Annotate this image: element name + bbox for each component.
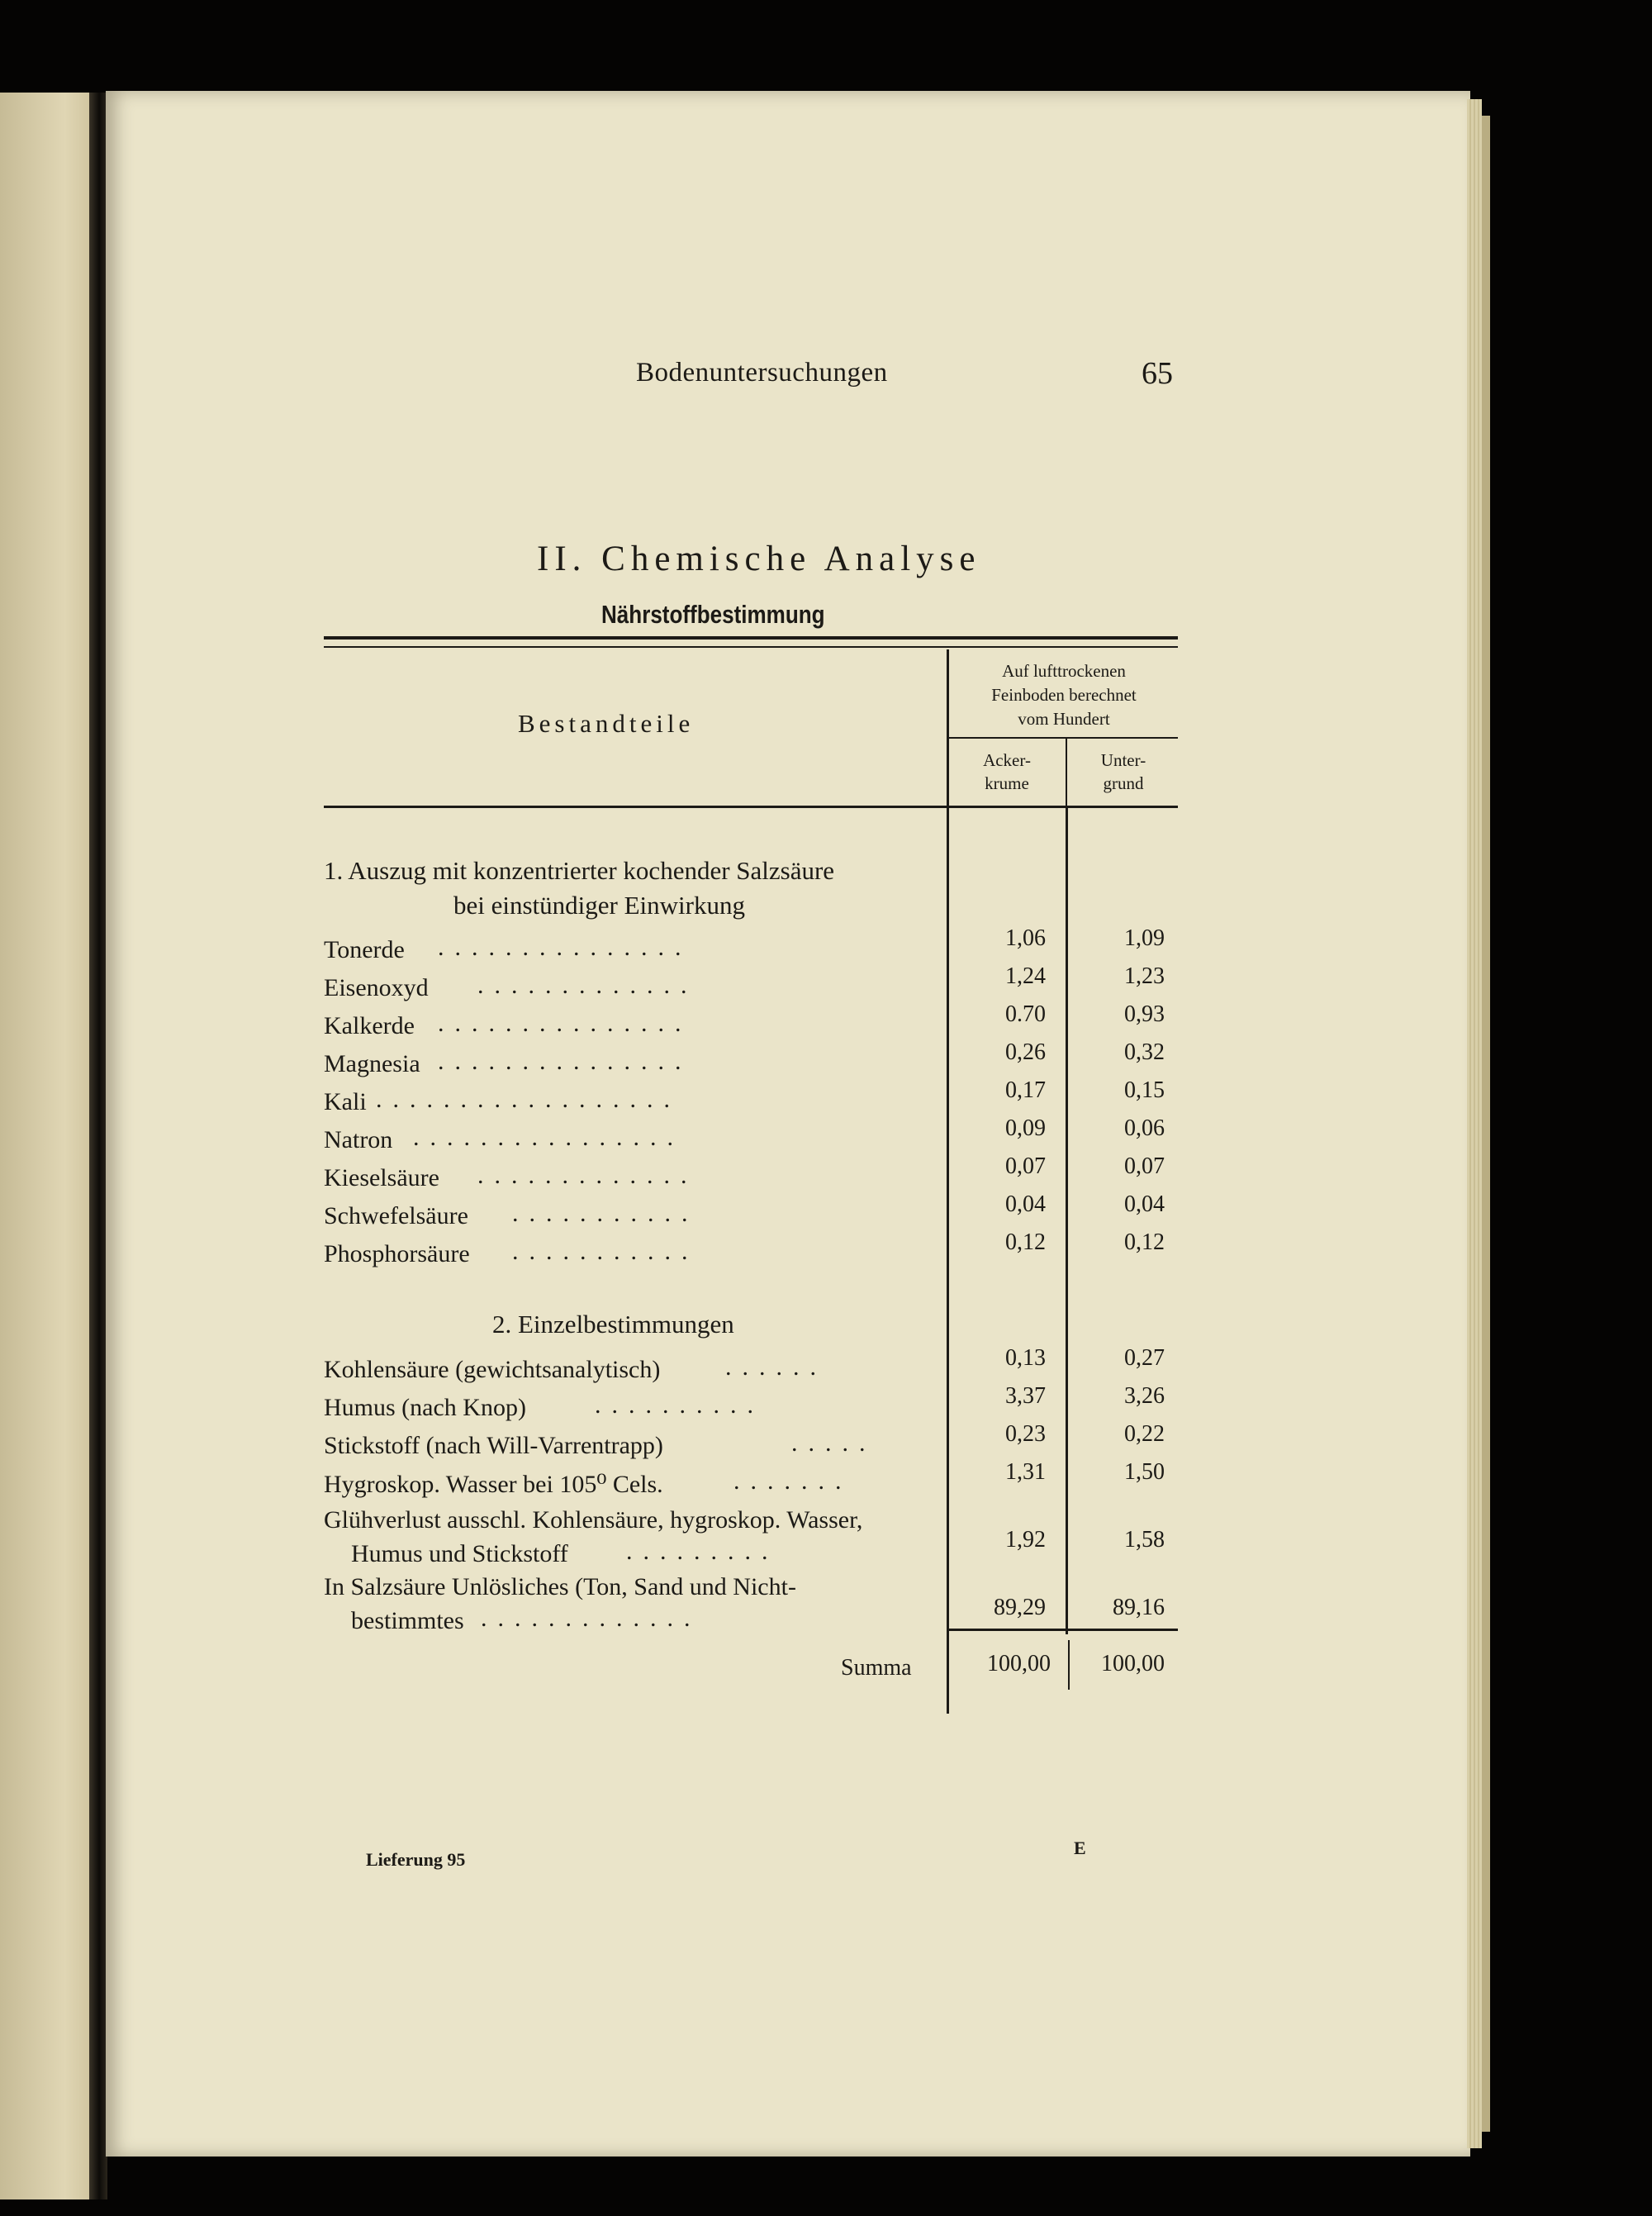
column-header-bestandteile: Bestandteile bbox=[518, 709, 695, 738]
leader-dots: .................. bbox=[376, 1086, 681, 1113]
value-ackerkrume: 0,07 bbox=[1005, 1153, 1046, 1179]
value-untergrund: 3,26 bbox=[1124, 1383, 1165, 1409]
row-label-hygroskop-wasser: Hygroskop. Wasser bei 105⁰ Cels. bbox=[324, 1471, 663, 1498]
value-ackerkrume: 89,29 bbox=[994, 1595, 1046, 1620]
value-ackerkrume: 0,12 bbox=[1005, 1229, 1046, 1255]
group-header-line: Auf lufttrockenen bbox=[1002, 661, 1126, 681]
value-ackerkrume: 1,24 bbox=[1005, 963, 1046, 989]
column-divider-inner-head bbox=[1066, 739, 1067, 806]
row-label-kohlensaeure: Kohlensäure (gewichtsanalytisch) bbox=[324, 1356, 661, 1383]
column-header-ackerkrume: Acker- krume bbox=[983, 750, 1031, 793]
leader-dots: ........... bbox=[512, 1200, 699, 1227]
leader-dots: ....... bbox=[733, 1467, 852, 1495]
value-ackerkrume: 3,37 bbox=[1005, 1383, 1046, 1409]
value-ackerkrume: 0,13 bbox=[1005, 1345, 1046, 1371]
sum-untergrund: 100,00 bbox=[1101, 1651, 1165, 1676]
section-2-heading: 2. Einzelbestimmungen bbox=[492, 1310, 734, 1339]
table-subtitle: Nährstoffbestimmung bbox=[601, 600, 825, 629]
group-header-line: Feinboden berechnet bbox=[991, 685, 1137, 705]
value-ackerkrume: 0,17 bbox=[1005, 1077, 1046, 1103]
leader-dots: ...... bbox=[725, 1353, 827, 1381]
group-header-line: vom Hundert bbox=[1018, 709, 1110, 729]
table-top-rule-thin bbox=[324, 646, 1178, 648]
footer-signature: E bbox=[1074, 1838, 1086, 1858]
row-label-kieselsaeure: Kieselsäure bbox=[324, 1164, 439, 1191]
value-untergrund: 1,09 bbox=[1124, 925, 1165, 951]
running-head: Bodenuntersuchungen bbox=[636, 358, 888, 388]
sum-label: Summa bbox=[841, 1655, 912, 1681]
leader-dots: ............... bbox=[438, 934, 692, 961]
value-untergrund: 1,23 bbox=[1124, 963, 1165, 989]
leader-dots: ......... bbox=[626, 1538, 779, 1565]
footer-lieferung: Lieferung 95 bbox=[366, 1849, 466, 1870]
row-label-tonerde: Tonerde bbox=[324, 936, 405, 963]
row-label-schwefelsaeure: Schwefelsäure bbox=[324, 1202, 468, 1229]
value-ackerkrume: 0.70 bbox=[1005, 1001, 1046, 1027]
leader-dots: ............. bbox=[481, 1605, 701, 1632]
column-divider-main bbox=[947, 649, 949, 1714]
row-label-phosphorsaeure: Phosphorsäure bbox=[324, 1240, 470, 1267]
value-untergrund: 89,16 bbox=[1113, 1595, 1165, 1620]
value-untergrund: 0,22 bbox=[1124, 1421, 1165, 1447]
value-untergrund: 1,58 bbox=[1124, 1527, 1165, 1553]
value-untergrund: 0,12 bbox=[1124, 1229, 1165, 1255]
column-header-untergrund: Unter- grund bbox=[1100, 750, 1146, 793]
section-1-heading: 1. Auszug mit konzentrierter kochender Salzsäure bbox=[324, 856, 835, 885]
leader-dots: ................ bbox=[413, 1124, 684, 1151]
row-label-unloesliches: In Salzsäure Unlösliches (Ton, Sand und Nicht- bbox=[324, 1573, 796, 1600]
row-label-kali: Kali bbox=[324, 1088, 367, 1115]
value-ackerkrume: 0,04 bbox=[1005, 1191, 1046, 1217]
left-page-edge bbox=[0, 93, 93, 2199]
sum-rule bbox=[947, 1629, 1178, 1631]
leader-dots: ........... bbox=[512, 1238, 699, 1265]
row-label-gluehverlust: Glühverlust ausschl. Kohlensäure, hygroskop. Wasser, bbox=[324, 1506, 863, 1534]
leader-dots: ............... bbox=[438, 1010, 692, 1037]
row-label-magnesia: Magnesia bbox=[324, 1050, 420, 1077]
value-ackerkrume: 0,09 bbox=[1005, 1115, 1046, 1141]
row-label-kalkerde: Kalkerde bbox=[324, 1012, 415, 1039]
value-untergrund: 0,04 bbox=[1124, 1191, 1165, 1217]
page-number: 65 bbox=[1142, 356, 1173, 391]
leader-dots: ............. bbox=[477, 972, 698, 999]
page-stack-edge bbox=[1467, 99, 1482, 2148]
value-untergrund: 0,15 bbox=[1124, 1077, 1165, 1103]
table-top-rule bbox=[324, 636, 1178, 640]
group-header bbox=[950, 659, 1178, 731]
row-label-unloesliches-cont: bestimmtes bbox=[351, 1607, 464, 1634]
book-gutter bbox=[89, 93, 107, 2199]
leader-dots: ............. bbox=[477, 1162, 698, 1189]
leader-dots: ............... bbox=[438, 1048, 692, 1075]
value-untergrund: 0,27 bbox=[1124, 1345, 1165, 1371]
row-label-natron: Natron bbox=[324, 1126, 393, 1153]
row-label-stickstoff: Stickstoff (nach Will-Varrentrapp) bbox=[324, 1432, 663, 1459]
header-bottom-rule bbox=[324, 806, 1178, 808]
leader-dots: .......... bbox=[595, 1391, 764, 1419]
leader-dots: ..... bbox=[791, 1429, 876, 1457]
value-ackerkrume: 1,06 bbox=[1005, 925, 1046, 951]
value-untergrund: 0,06 bbox=[1124, 1115, 1165, 1141]
row-label-eisenoxyd: Eisenoxyd bbox=[324, 974, 429, 1001]
group-header-rule bbox=[947, 737, 1178, 739]
row-label-gluehverlust-cont: Humus und Stickstoff bbox=[351, 1540, 568, 1567]
value-untergrund: 0,93 bbox=[1124, 1001, 1165, 1027]
value-ackerkrume: 1,31 bbox=[1005, 1459, 1046, 1485]
section-title: II. Chemische Analyse bbox=[537, 540, 981, 578]
value-ackerkrume: 0,26 bbox=[1005, 1039, 1046, 1065]
value-ackerkrume: 1,92 bbox=[1005, 1527, 1046, 1553]
sum-ackerkrume: 100,00 bbox=[987, 1651, 1051, 1676]
value-untergrund: 1,50 bbox=[1124, 1459, 1165, 1485]
value-untergrund: 0,32 bbox=[1124, 1039, 1165, 1065]
page-stack-shadow bbox=[1482, 116, 1490, 2132]
book-page bbox=[106, 91, 1470, 2157]
row-label-humus: Humus (nach Knop) bbox=[324, 1394, 526, 1421]
section-1-heading-cont: bei einstündiger Einwirkung bbox=[453, 891, 745, 920]
value-untergrund: 0,07 bbox=[1124, 1153, 1165, 1179]
value-ackerkrume: 0,23 bbox=[1005, 1421, 1046, 1447]
